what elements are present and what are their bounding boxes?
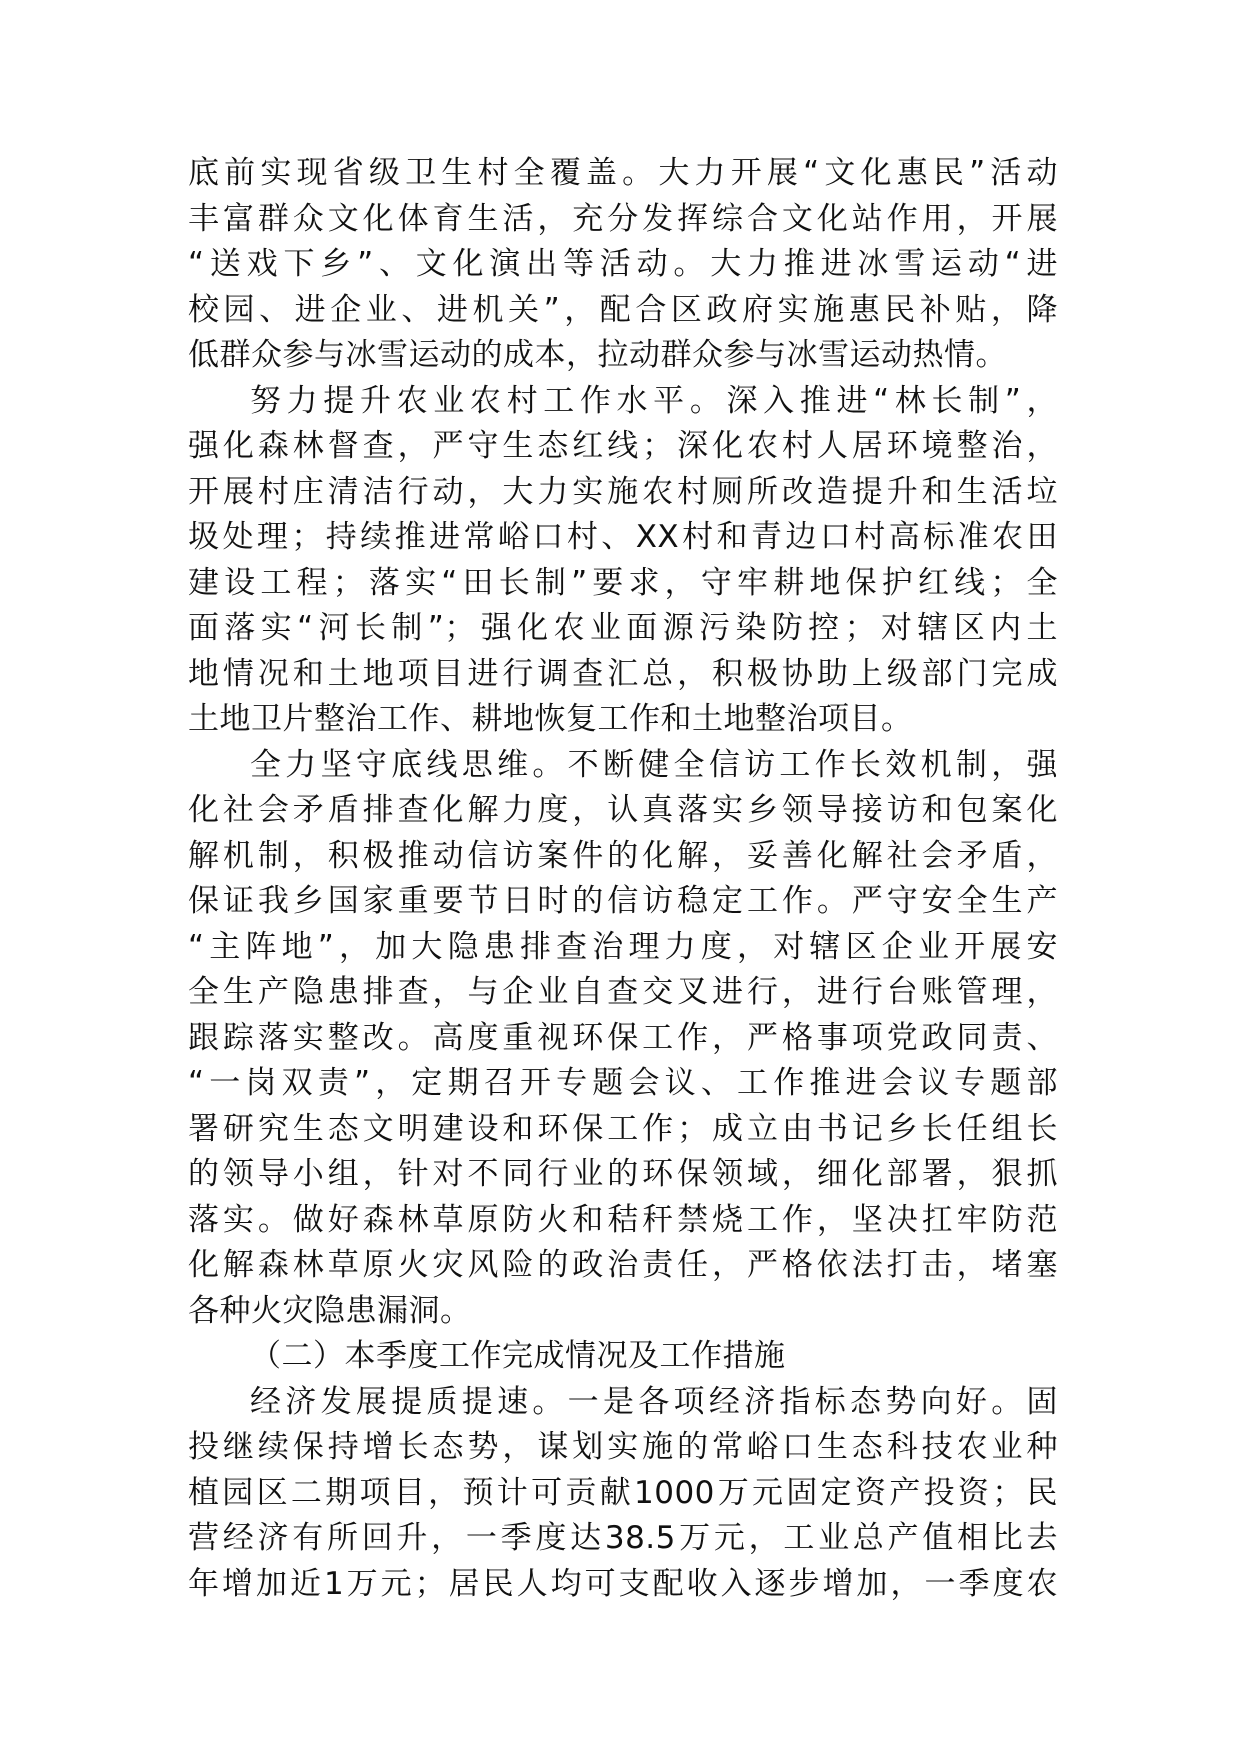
text-line: “一岗双责”，定期召开专题会议、工作推进会议专题部 — [188, 1065, 1058, 1101]
text-line: 丰富群众文化体育生活，充分发挥综合文化站作用，开展 — [188, 200, 1058, 237]
paragraph-heading-line: 努力提升农业农村工作水平。深入推进“林长制”， — [250, 382, 1058, 419]
text-line: 面落实“河长制”；强化农业面源污染防控；对辖区内土 — [188, 610, 1058, 646]
document-body — [188, 151, 1058, 1607]
text-line: 化解森林草原火灾风险的政治责任，严格依法打击，堵塞 — [188, 1247, 1058, 1283]
text-line: 强化森林督查，严守生态红线；深化农村人居环境整治， — [188, 428, 1058, 464]
paragraph-heading-line: 经济发展提质提速。一是各项经济指标态势向好。固 — [250, 1383, 1058, 1420]
text-line: 营经济有所回升，一季度达38.5万元，工业总产值相比去 — [188, 1520, 1058, 1556]
text-line: 各种火灾隐患漏洞。 — [188, 1292, 472, 1329]
text-line: “主阵地”，加大隐患排查治理力度，对辖区企业开展安 — [188, 928, 1058, 965]
text-line: 落实。做好森林草原防火和秸秆禁烧工作，坚决扛牢防范 — [188, 1201, 1058, 1238]
paragraph-heading-line: 全力坚守底线思维。不断健全信访工作长效机制，强 — [250, 746, 1058, 783]
section-heading: （二）本季度工作完成情况及工作措施 — [250, 1338, 786, 1374]
text-line: 土地卫片整治工作、耕地恢复工作和土地整治项目。 — [188, 701, 913, 737]
text-line: 保证我乡国家重要节日时的信访稳定工作。严守安全生产 — [188, 883, 1058, 919]
text-line: 跟踪落实整改。高度重视环保工作，严格事项党政同责、 — [188, 1019, 1058, 1056]
text-line: 圾处理；持续推进常峪口村、XX村和青边口村高标准农田 — [188, 519, 1058, 555]
text-line: 化社会矛盾排查化解力度，认真落实乡领导接访和包案化 — [188, 792, 1058, 828]
text-line: 底前实现省级卫生村全覆盖。大力开展“文化惠民”活动 — [188, 155, 1058, 191]
text-line: 全生产隐患排查，与企业自查交叉进行，进行台账管理， — [188, 974, 1058, 1010]
text-line: 校园、进企业、进机关”，配合区政府实施惠民补贴，降 — [188, 291, 1058, 328]
text-line: 署研究生态文明建设和环保工作；成立由书记乡长任组长 — [188, 1110, 1058, 1147]
text-line: 建设工程；落实“田长制”要求，守牢耕地保护红线；全 — [188, 564, 1058, 601]
text-line: 开展村庄清洁行动，大力实施农村厕所改造提升和生活垃 — [188, 473, 1058, 510]
text-line: 解机制，积极推动信访案件的化解，妥善化解社会矛盾， — [188, 837, 1058, 874]
text-line: 投继续保持增长态势，谋划实施的常峪口生态科技农业种 — [188, 1429, 1058, 1465]
text-line: 地情况和土地项目进行调查汇总，积极协助上级部门完成 — [188, 655, 1058, 692]
text-line: 低群众参与冰雪运动的成本，拉动群众参与冰雪运动热情。 — [188, 337, 1007, 373]
text-line: 植园区二期项目，预计可贡献1000万元固定资产投资；民 — [188, 1474, 1058, 1511]
text-line: “送戏下乡”、文化演出等活动。大力推进冰雪运动“进 — [188, 246, 1058, 282]
text-line: 的领导小组，针对不同行业的环保领域，细化部署，狠抓 — [188, 1156, 1058, 1192]
text-line: 年增加近1万元；居民人均可支配收入逐步增加，一季度农 — [188, 1565, 1058, 1602]
